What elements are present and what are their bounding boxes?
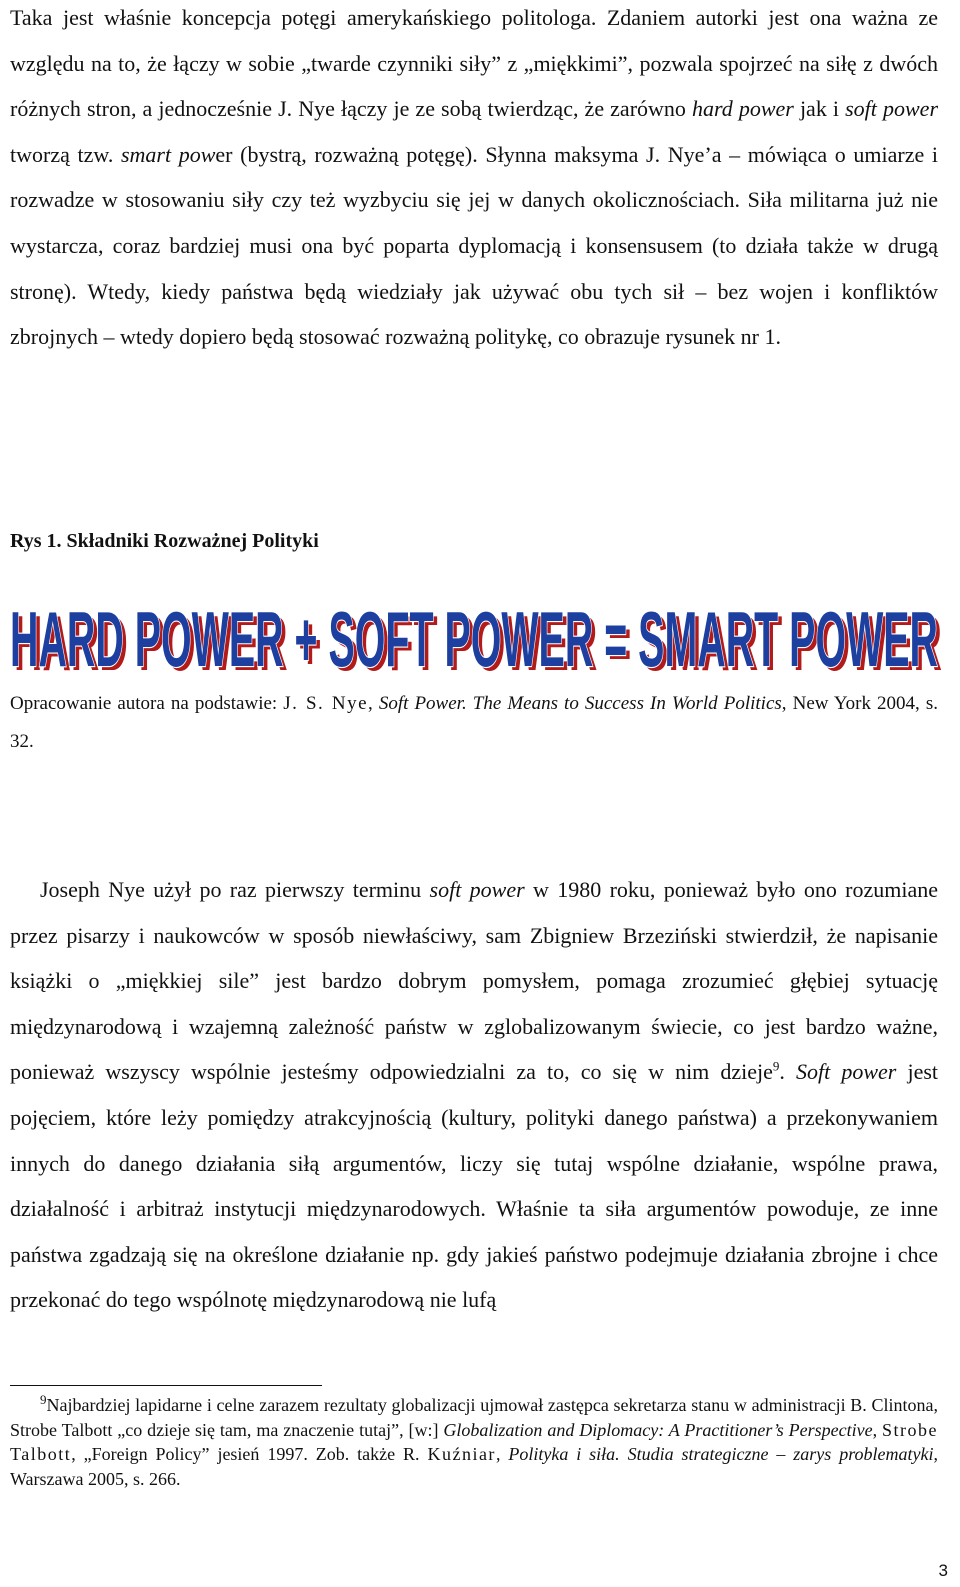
caption-book-title: Soft Power. The Means to Success In World Politics <box>378 693 782 714</box>
caption-author: J. S. Nye <box>283 693 369 714</box>
footnote-reference[interactable]: 9 <box>772 1059 780 1075</box>
figure-caption: Opracowanie autora na podstawie: J. S. Nye, Soft Power. The Means to Success In World Politics, New York 2004, s. 32. <box>10 693 938 752</box>
footnote-book-title: Globalization and Diplomacy: A Practitioner’s Perspective <box>443 1419 873 1440</box>
footnote-author: Kuźniar <box>427 1444 496 1464</box>
term-soft-power: soft power <box>429 877 525 902</box>
footnote-separator <box>10 1385 322 1386</box>
footnote-book-title: Polityka i siła. Studia strategiczne – zarys problematyki <box>508 1444 934 1464</box>
banner-main-text: HARD POWER + SOFT POWER = SMART POWER <box>10 596 938 674</box>
term-smart-power: smart pow <box>120 141 216 167</box>
figure-title: Rys 1. Składniki Rozważnej Polityki <box>10 530 319 552</box>
footnote-author: Strobe Talbott <box>10 1419 939 1464</box>
banner-shadow-text: HARD POWER + SOFT POWER = SMART POWER <box>14 599 942 674</box>
term-soft-power: soft power <box>845 96 938 122</box>
term-hard-power: hard power <box>692 96 794 122</box>
page-number: 3 <box>938 1561 948 1580</box>
smart-power-banner <box>7 596 943 674</box>
footnote: $^9$Najbardziej lapidarne i celne zarazem rezultaty globalizacji ujmował zastępca sekretarza stanu w administracji B. Clintona, Strobe Talbott „co dzieje się tam, ma znaczenie tutaj”, [w:] Globalization and Diplomacy: A Practitioner’s Perspective, Strobe Talbott, „Foreign Policy” jesień 1997. Zob. także R. Kuźniar, Polityka i siła. Studia strategiczne – zarys problematyki, Warszawa 2005, s. 266. <box>10 1392 939 1489</box>
paragraph-smart-power-concept: Taka jest właśnie koncepcja potęgi amerykańskiego politologa. Zdaniem autorki jest ona ważna ze względu na to, że łączy w sobie „twarde czynniki siły” z „miękkimi”, pozwala spojrzeć na siłę z dwóch różnych stron, a jednocześnie J. Nye łączy je ze sobą twierdząc, że zarówno hard power jak i soft power tworzą tzw. smart power (bystrą, rozważną potęgę). Słynna maksyma J. Nye’a – mówiąca o umiarze i rozwadze w stosowaniu siły czy też wyzbyciu się jej w danych okolicznościach. Siła militarna już nie wystarcza, coraz bardziej musi ona być poparta dyplomacją i konsensusem (to działa także w drugą stronę). Wtedy, kiedy państwa będą wiedziały jak używać obu tych sił – bez wojen i konfliktów zbrojnych – wtedy dopiero będą stosować rozważną politykę, co obrazuje rysunek nr 1. <box>10 5 938 350</box>
footnote-number: 9 <box>40 1392 47 1407</box>
term-soft-power: Soft power <box>796 1059 897 1085</box>
paragraph-joseph-nye: Joseph Nye użył po raz pierwszy terminu soft power w 1980 roku, ponieważ było ono rozumiane przez pisarzy i naukowców w sposób niewłaściwy, sam Zbigniew Brzeziński stwierdził, że napisanie książki o „miękkiej sile” jest bardzo dobrym pomysłem, pomaga zrozumieć głębiej sytuację międzynarodową i wzajemną zależność państw w zglobalizowanym świecie, co jest bardzo ważne, ponieważ wszyscy wspólnie jesteśmy odpowiedzialni za to, co się w nim dzieje$^9$. Soft power jest pojęciem, które leży pomiędzy atrakcyjnością (kultury, polityki danego państwa) a przekonywaniem innych do danego działania siłą argumentów, liczy się tutaj wspólne działanie, wspólne prawa, działalność i arbitraż instytucji międzynarodowych. Właśnie ta siła argumentów powoduje, ze inne państwa zgadzają się na określone działanie np. gdy jakieś państwo podejmuje działania zbrojne i chce przekonać do tego wspólnotę międzynarodową nie lufą <box>10 877 939 1313</box>
